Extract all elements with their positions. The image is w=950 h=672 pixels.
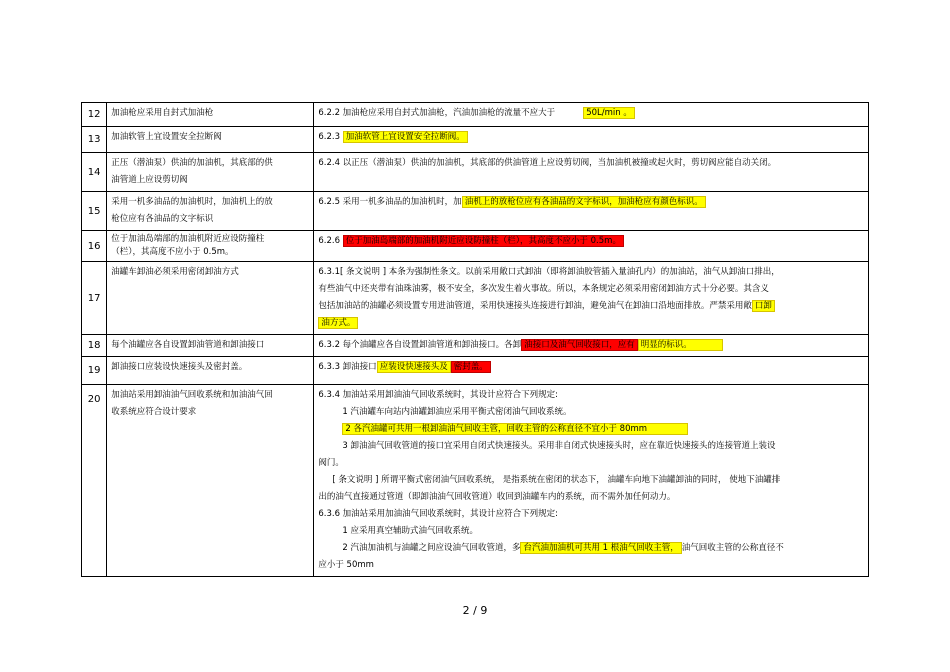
requirement-cell	[107, 385, 314, 577]
content-text: 6.3.1[ 条文说明 ] 本条为强制性条文。以前采用敞口式卸油（即将卸油胶管插入量油孔内）的加油站，油气从卸油口排出，	[318, 267, 780, 277]
content-text: 6.2.5 采用一机多油品的加油机时，加	[318, 197, 462, 207]
highlight-yellow: 台汽油加油机可共用 1 根油气回收主管，	[520, 542, 681, 554]
content-text: 包括加油站的油罐必须设置专用进油管道，采用快速接头连接进行卸油，避免油气在卸油口沿地面排放。严禁采用敞	[318, 301, 752, 311]
highlight-yellow: 应装设快速接头及	[377, 361, 451, 373]
content-cell	[314, 357, 869, 385]
content-cell	[314, 385, 869, 577]
highlight-yellow: 口卸	[752, 300, 775, 312]
content-text: 1 应采用真空辅助式油气回收系统。	[342, 526, 478, 536]
highlight-red: 密封盖。	[451, 361, 491, 373]
row-number: 20	[82, 385, 107, 577]
content-text: 6.2.6	[318, 236, 343, 246]
row-number: 12	[82, 103, 107, 127]
table-row	[82, 335, 869, 357]
requirement-cell	[107, 127, 314, 153]
content-text: 6.3.4 加油站采用卸油油气回收系统时，其设计应符合下列规定:	[318, 390, 559, 400]
content-text: 有些油气中还夹带有油珠油雾，极不安全，多次发生着火事故。所以，本条规定必须采用密闭卸油方式十分必要。其含义	[318, 284, 769, 294]
content-text: 6.2.2 加油枪应采用自封式加油枪，汽油加油枪的流量不应大于	[318, 108, 556, 118]
requirement-cell	[107, 262, 314, 335]
highlight-yellow: 50L/min 。	[583, 107, 635, 119]
content-text: 2 汽油加油机与油罐之间应设油气回收管道，多	[342, 543, 521, 553]
content-cell	[314, 153, 869, 192]
content-text: 1 汽油罐车向站内油罐卸油应采用平衡式密闭油气回收系统。	[342, 407, 572, 417]
requirement-text: （栏），其高度不应小于 0.5m。	[111, 247, 234, 257]
requirement-text: 加油站采用卸油油气回收系统和加油油气回	[111, 390, 273, 400]
table-row	[82, 231, 869, 262]
highlight-yellow: 油机上的放枪位应有各油品的文字标识，加油枪应有颜色标识。	[462, 196, 706, 208]
requirement-text: 收系统应符合设计要求	[111, 407, 197, 417]
row-number: 19	[82, 357, 107, 385]
requirement-text: 位于加油岛端部的加油机附近应设防撞柱	[111, 234, 265, 244]
requirement-cell	[107, 231, 314, 262]
content-cell	[314, 103, 869, 127]
requirement-cell	[107, 153, 314, 192]
requirement-text: 加油软管上宜设置安全拉断阀	[111, 132, 222, 142]
table-row	[82, 153, 869, 192]
requirement-text: 卸油接口应装设快速接头及密封盖。	[111, 362, 248, 372]
highlight-yellow: 加油软管上宜设置安全拉断阀。	[343, 131, 468, 143]
content-text: 油气回收主管的公称直径不	[681, 543, 784, 553]
regulation-table	[81, 102, 869, 577]
content-text: 6.3.6 加油站采用加油油气回收系统时，其设计应符合下列规定:	[318, 509, 559, 519]
highlight-yellow: 明显的标识。	[638, 339, 723, 351]
content-cell	[314, 262, 869, 335]
requirement-text: 枪位应有各油品的文字标识	[111, 214, 214, 224]
row-number: 14	[82, 153, 107, 192]
content-text: 6.2.4 以正压（潜油泵）供油的加油机，其底部的供油管道上应设剪切阀，当加油机被撞或起火时，剪切阀应能自动关闭。	[318, 158, 777, 168]
content-cell	[314, 192, 869, 231]
requirement-text: 采用一机多油品的加油机时，加油机上的放	[111, 197, 273, 207]
content-text: 6.2.3	[318, 132, 343, 142]
requirement-text: 每个油罐应各自设置卸油管道和卸油接口	[111, 340, 265, 350]
highlight-yellow: 油方式。	[318, 317, 358, 329]
content-text: 出的油气直接通过管道（即卸油油气回收管道）收回到油罐车内的系统，而不需外加任何动力。	[318, 492, 676, 502]
highlight-red: 油接口及油气回收接口，应有	[521, 339, 638, 351]
table-row	[82, 127, 869, 153]
table-row	[82, 385, 869, 577]
row-number: 17	[82, 262, 107, 335]
table-row	[82, 192, 869, 231]
content-text: 6.3.3 卸油接口	[318, 362, 377, 372]
row-number: 16	[82, 231, 107, 262]
row-number: 18	[82, 335, 107, 357]
requirement-cell	[107, 192, 314, 231]
requirement-cell	[107, 335, 314, 357]
row-number: 13	[82, 127, 107, 153]
highlight-red: 位于加油岛端部的加油机附近应设防撞柱（栏），其高度不应小于 0.5m。	[343, 235, 624, 247]
requirement-cell	[107, 357, 314, 385]
content-text: [ 条文说明 ] 所谓平衡式密闭油气回收系统， 是指系统在密闭的状态下， 油罐车向地下油罐卸油的同时， 使地下油罐排	[332, 475, 781, 485]
table-row	[82, 103, 869, 127]
highlight-yellow: 2 各汽油罐可共用一根卸油油气回收主管，回收主管的公称直径不宜小于 80mm	[342, 423, 688, 435]
requirement-text: 油罐车卸油必须采用密闭卸油方式	[111, 267, 239, 277]
content-cell	[314, 335, 869, 357]
row-number: 15	[82, 192, 107, 231]
regulation-table-container	[81, 102, 869, 577]
requirement-cell	[107, 103, 314, 127]
requirement-text: 加油枪应采用自封式加油枪	[111, 108, 214, 118]
requirement-text: 油管道上应设剪切阀	[111, 175, 188, 185]
content-text: 应小于 50mm	[318, 560, 374, 570]
page-number: 2 / 9	[462, 604, 488, 617]
requirement-text: 正压（潜油泵）供油的加油机，其底部的供	[111, 158, 273, 168]
content-text: 6.3.2 每个油罐应各自设置卸油管道和卸油接口。各卸	[318, 340, 522, 350]
content-text: 阀门。	[318, 458, 344, 468]
table-row	[82, 262, 869, 335]
content-cell	[314, 231, 869, 262]
content-text: 3 卸油油气回收管道的接口宜采用自闭式快速接头。采用非自闭式快速接头时，应在靠近快速接头的连接管道上装设	[342, 441, 776, 451]
content-cell	[314, 127, 869, 153]
table-row	[82, 357, 869, 385]
